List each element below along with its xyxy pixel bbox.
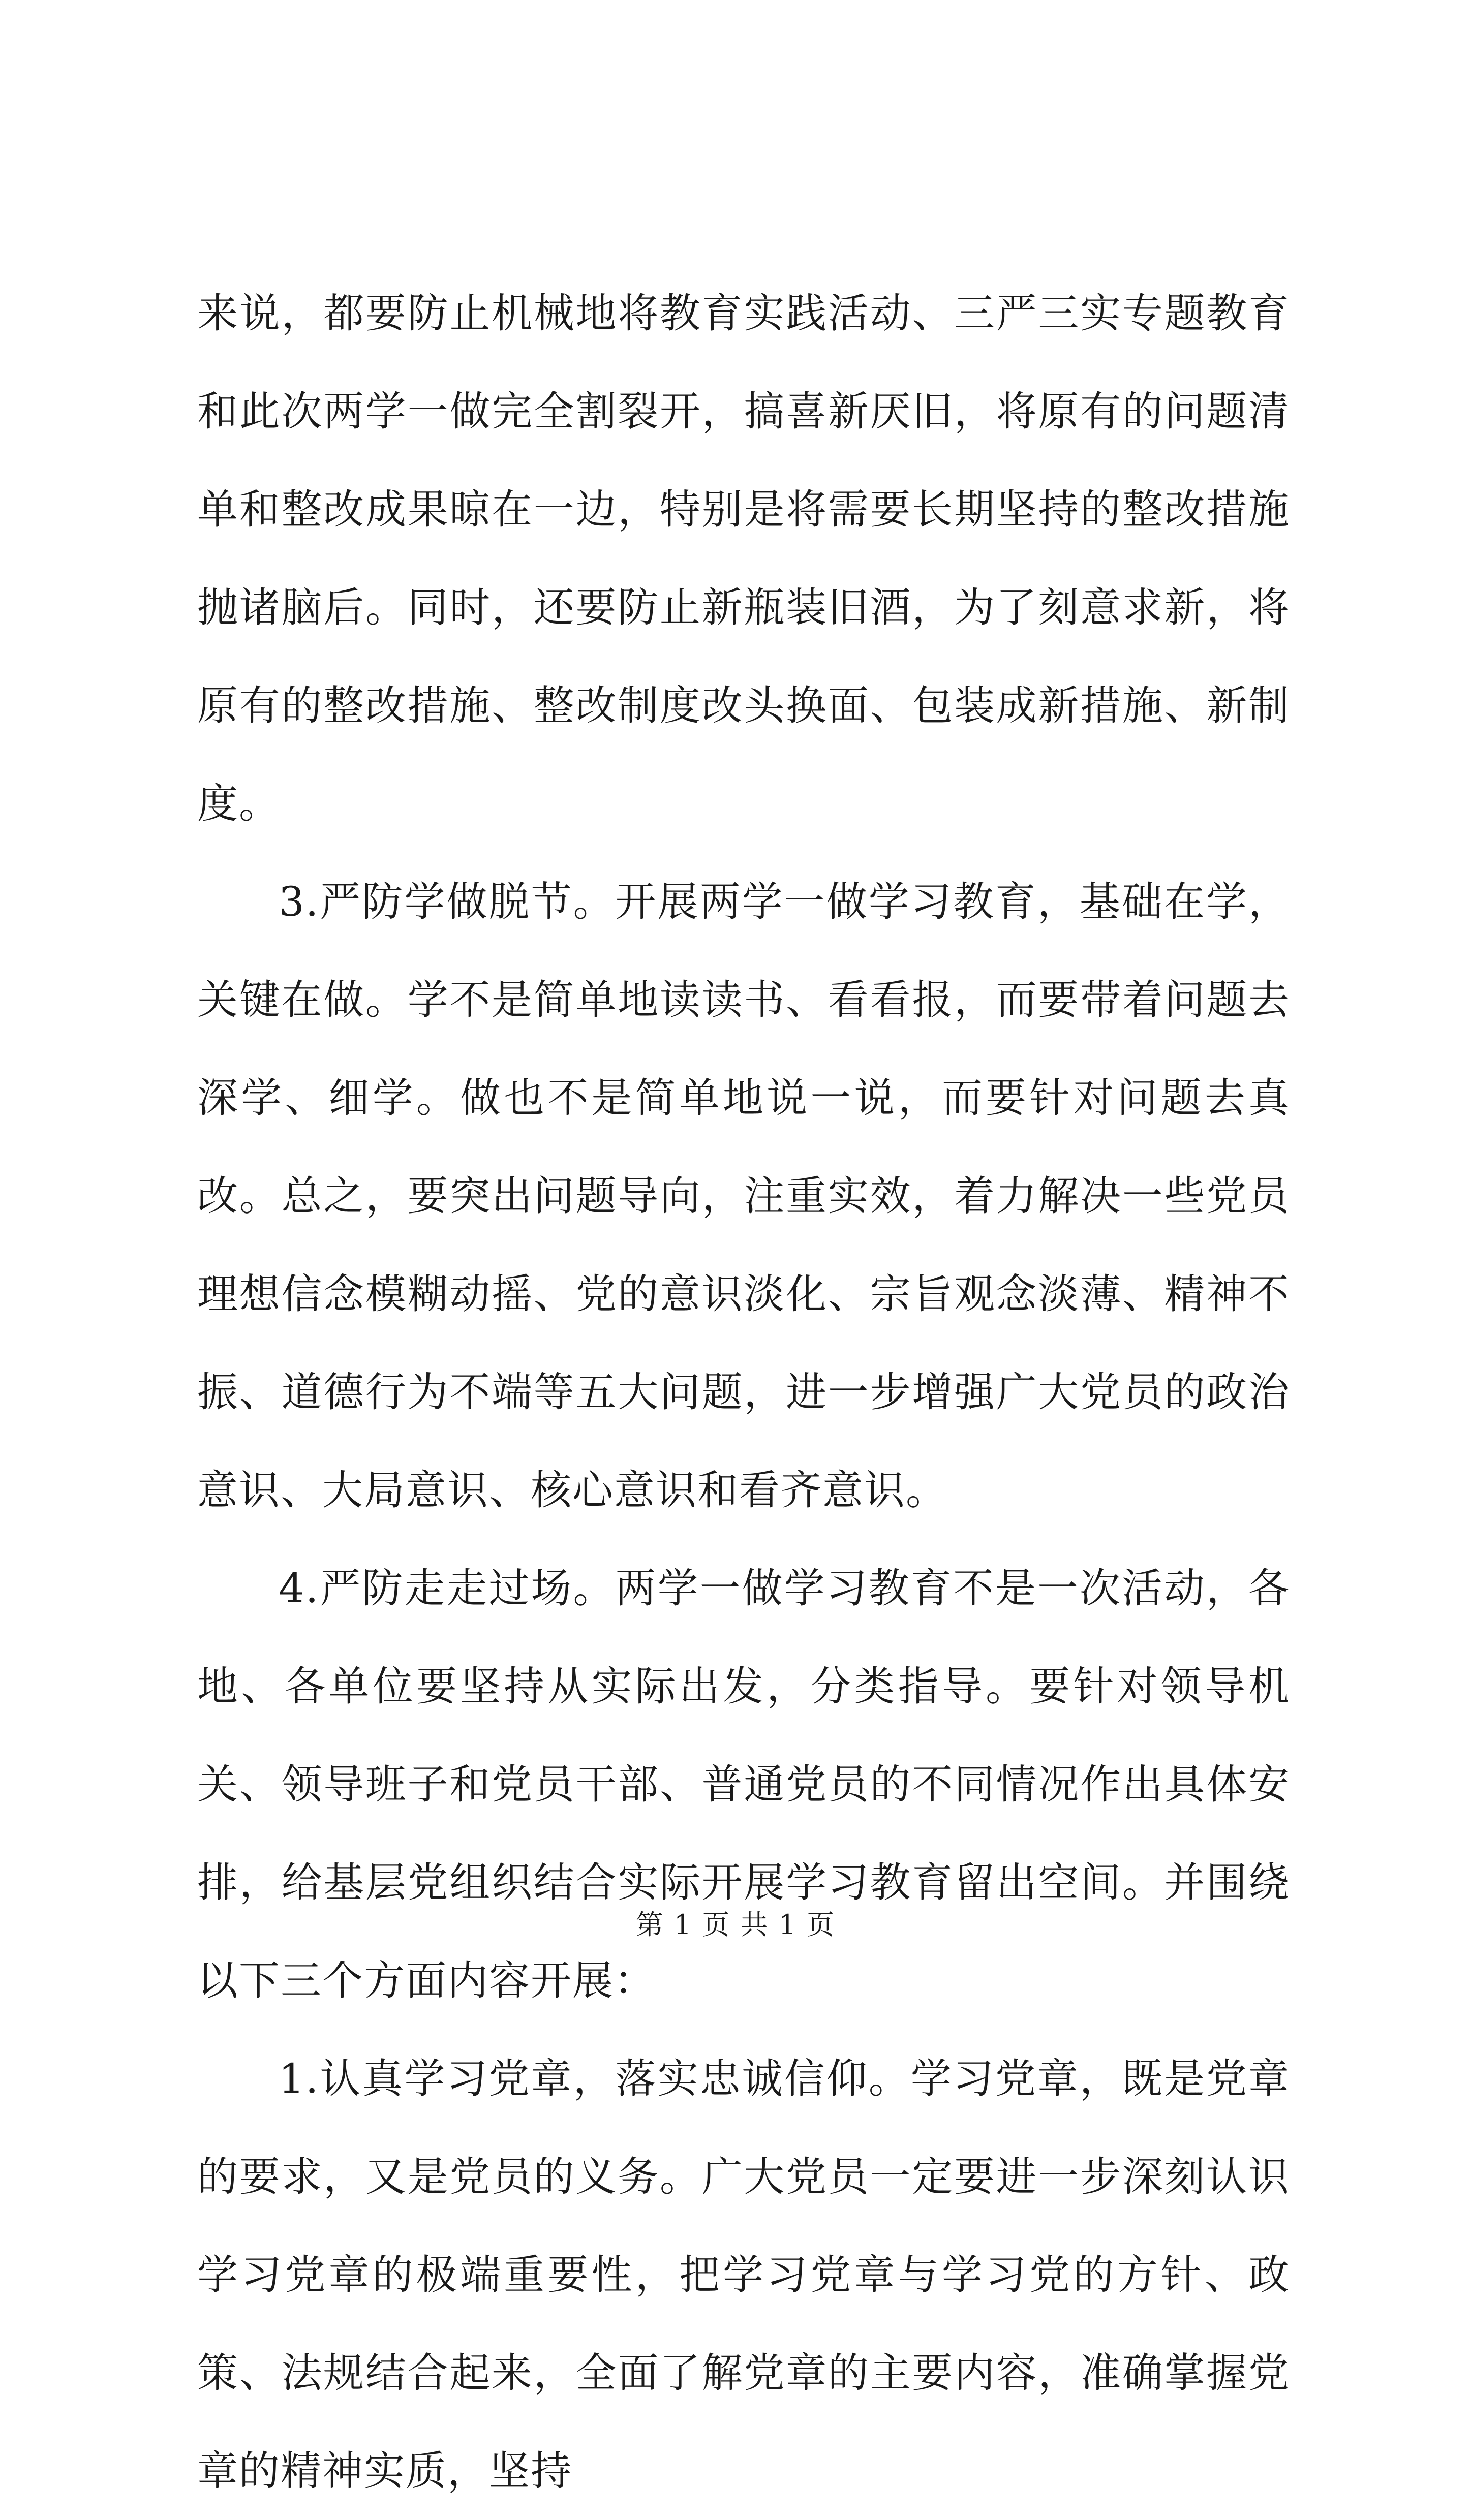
paragraph-item-3: 3.严防学做脱节。开展两学一做学习教育，基础在学，关键在做。学不是简单地读读书、看看报，而要带着问题去深学、细学。做也不是简单地说一说，而要针对问题去真改。总之，要突出问题导向，注重实效，着力解决一些党员理想信念模糊动摇、党的意识淡化、宗旨观念淡薄、精神不振、道德行为不端等五大问题，进一步增强广大党员的政治意识、大局意识、核心意识和看齐意识。: [197, 878, 1290, 1514]
paragraph-item-1: 1.认真学习党章，落实忠诚信仰。学习党章，既是党章的要求，又是党员的义务。广大党员一定要进一步深刻认识学习党章的极端重要性，把学习党章与学习党的方针、政策、法规结合起来，全面了解党章的主要内容，准确掌握党章的精神实质，坚持: [197, 2055, 1290, 2495]
document-body: [197, 264, 1290, 2520]
paragraph-item-4: 4.严防走走过场。两学一做学习教育不是一次活动，各地、各单位要坚持从实际出发，分类指导。要针对领导机关、领导班子和党员干部、普通党员的不同情况作出具体安排，给基层党组织结合实际开展学习教育留出空间。并围绕以下三个方面内容开展：: [197, 1565, 1290, 2004]
page-footer: 第 1 页 共 1 页: [635, 1909, 836, 1941]
paragraph-continuation: 来说，都要防止机械地将教育实践活动、三严三实专题教育和此次两学一做完全割裂开，搞喜新厌旧，将原有的问题清单和整改成果晾在一边，特别是将需要长期坚持的整改措施抛诸脑后。同时，还要防止新瓶装旧酒，为了刻意求新，将原有的整改措施、整改制度改头换面、包装成新措施、新制度。: [197, 290, 1290, 827]
